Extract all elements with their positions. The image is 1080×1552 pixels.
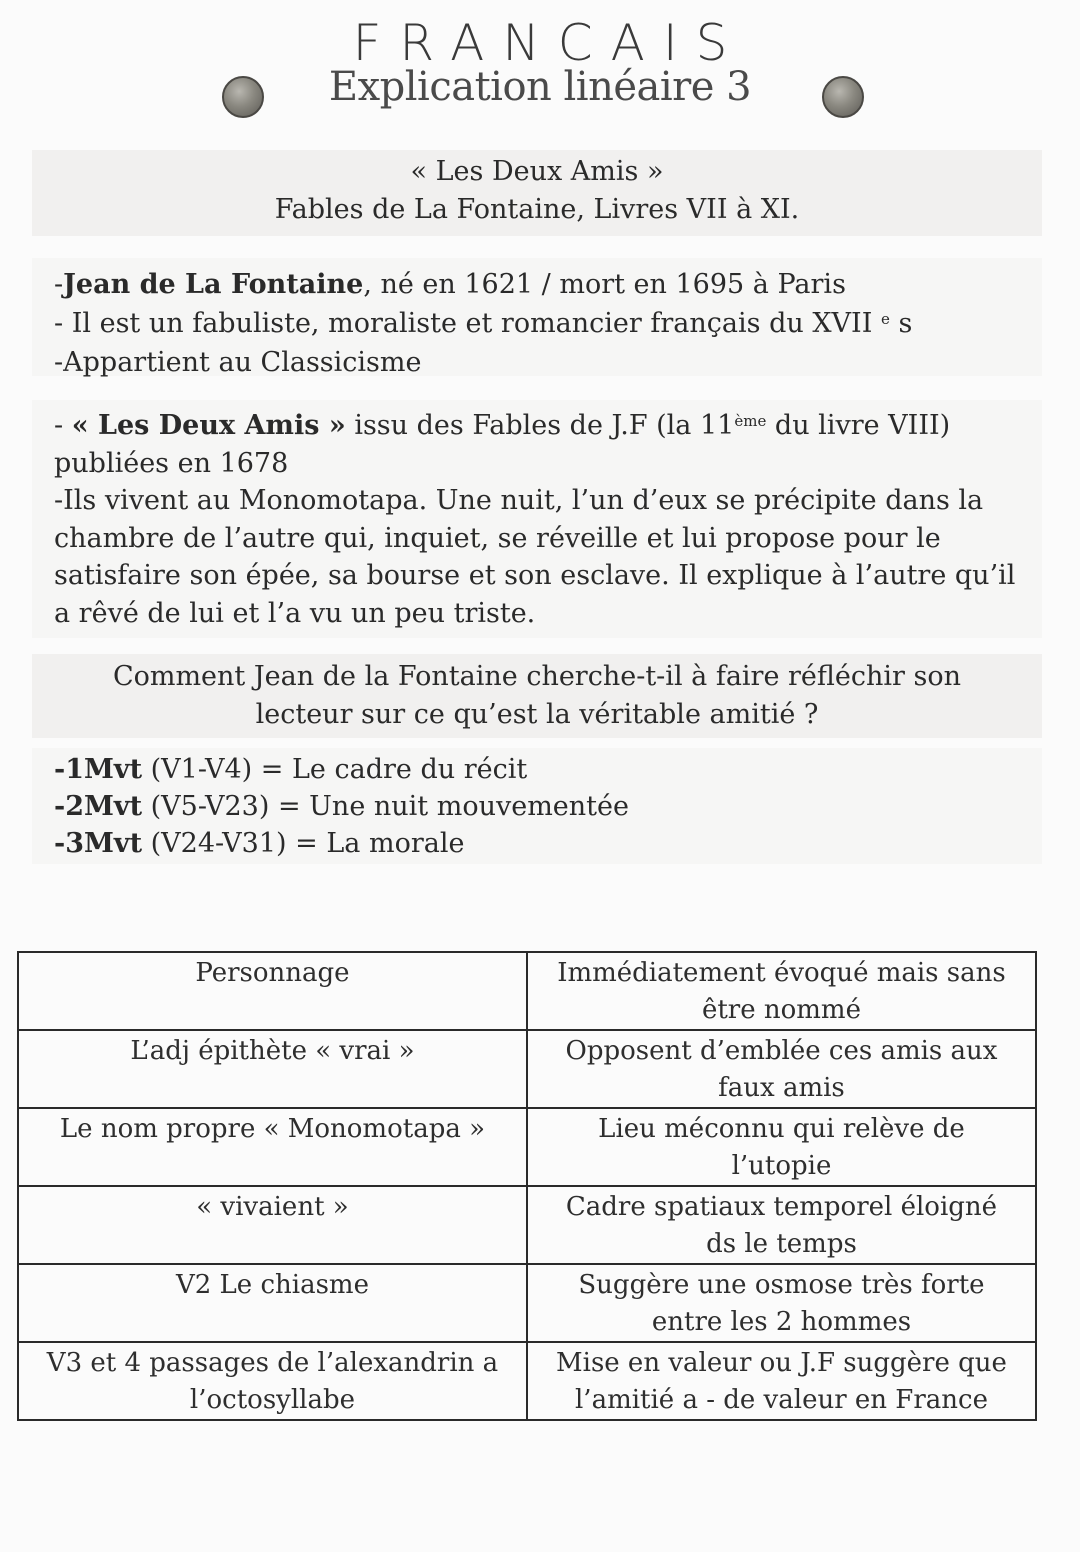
analysis-table	[17, 951, 1037, 1421]
work-source: Fables de La Fontaine, Livres VII à XI.	[274, 194, 800, 225]
author-name: Jean de La Fontaine	[63, 269, 364, 300]
table-row	[18, 1264, 1036, 1342]
fable-line-4: chambre de l’autre qui, inquiet, se réveille et lui propose pour le	[54, 522, 941, 554]
fable-summary-box	[32, 400, 1042, 638]
fable-line-6: a rêvé de lui et l’a vu un peu triste.	[54, 597, 536, 629]
table-cell-element: Personnage	[18, 952, 527, 1030]
table-cell-interpretation: Immédiatement évoqué mais sans être nommé	[527, 952, 1036, 1030]
question-line-2: lecteur sur ce qu’est la véritable amitié ?	[255, 699, 819, 730]
table-row	[18, 1186, 1036, 1264]
movement-item: -3Mvt (V24-V31) = La morale	[54, 828, 465, 859]
table-cell-element: Le nom propre « Monomotapa »	[18, 1108, 527, 1186]
bio-line-2: - Il est un fabuliste, moraliste et romancier français du XVII $^e$ s	[54, 308, 913, 339]
fable-line-1: - « Les Deux Amis » issu des Fables de J.F (la 11ème du livre VIII)	[54, 410, 951, 441]
bio-line-1: -Jean de La Fontaine, né en 1621 / mort en 1695 à Paris	[54, 269, 846, 300]
problematic-box	[32, 654, 1042, 738]
table-row	[18, 1108, 1036, 1186]
page-title: FRANCAIS	[352, 14, 746, 72]
table-cell-interpretation: Cadre spatiaux temporel éloigné ds le temps	[527, 1186, 1036, 1264]
table-cell-element: « vivaient »	[18, 1186, 527, 1264]
table-cell-element: L’adj épithète « vrai »	[18, 1030, 527, 1108]
movements-box	[32, 748, 1042, 864]
table-cell-interpretation: Lieu méconnu qui relève de l’utopie	[527, 1108, 1036, 1186]
fable-title: « Les Deux Amis »	[71, 410, 346, 441]
author-bio-box	[32, 258, 1042, 376]
page-subtitle: Explication linéaire 3	[328, 64, 752, 110]
fable-line-3: -Ils vivent au Monomotapa. Une nuit, l’un d’eux se précipite dans la	[54, 485, 984, 516]
table-row	[18, 1030, 1036, 1108]
table-cell-element: V3 et 4 passages de l’alexandrin a l’octosyllabe	[18, 1342, 527, 1420]
table-row	[18, 952, 1036, 1030]
page-header	[0, 14, 1080, 124]
work-title-box	[32, 150, 1042, 236]
table-cell-interpretation: Mise en valeur ou J.F suggère que l’amitié a - de valeur en France	[527, 1342, 1036, 1420]
bio-line-3: -Appartient au Classicisme	[54, 347, 422, 378]
fable-line-5: satisfaire son épée, sa bourse et son esclave. Il explique à l’autre qu’il	[54, 560, 1016, 591]
table-row	[18, 1342, 1036, 1420]
movement-item: -1Mvt (V1-V4) = Le cadre du récit	[54, 754, 528, 785]
table-cell-interpretation: Opposent d’emblée ces amis aux faux amis	[527, 1030, 1036, 1108]
punch-hole-right	[822, 76, 864, 118]
table-cell-interpretation: Suggère une osmose très forte entre les 2 hommes	[527, 1264, 1036, 1342]
fable-line-2: publiées en 1678	[54, 447, 289, 479]
work-title: « Les Deux Amis »	[410, 156, 664, 187]
movement-item: -2Mvt (V5-V23) = Une nuit mouvementée	[54, 791, 629, 822]
question-line-1: Comment Jean de la Fontaine cherche-t-il à faire réfléchir son	[112, 661, 962, 692]
table-cell-element: V2 Le chiasme	[18, 1264, 527, 1342]
